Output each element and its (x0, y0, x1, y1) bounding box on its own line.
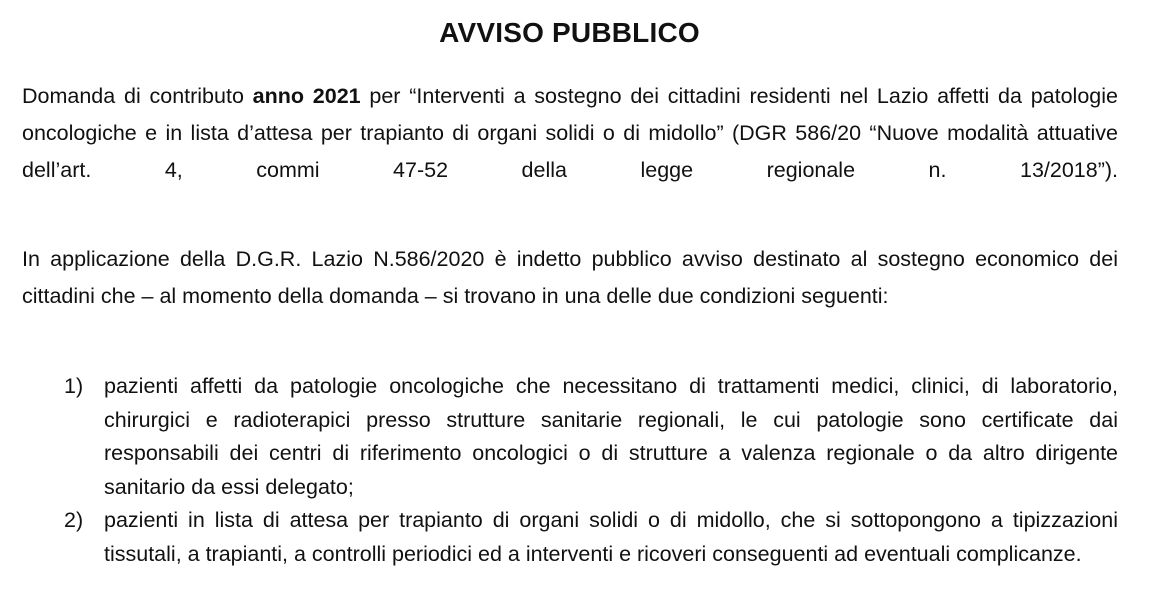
intro-text-start: Domanda di contributo (22, 84, 253, 108)
list-item (22, 370, 1118, 504)
list-item-number: 2) (64, 508, 84, 532)
document-title: AVVISO PUBBLICO (439, 17, 700, 48)
body-paragraph: In applicazione della D.G.R. Lazio N.586/2020 è indetto pubblico avviso destinato al sostegno economico dei cittadini che – al momento della domanda – si trovano in una delle due condizioni seguenti: (22, 247, 1118, 308)
list-item (22, 504, 1118, 571)
intro-text-end: per “Interventi a sostegno dei cittadini residenti nel Lazio affetti da patologie oncologiche e in lista d’attesa per trapianto di organi solidi o di midollo” (DGR 586/20 “Nuove modalità attuative dell’art. 4, commi 47-52 della legge regionale n. 13/2018”). (22, 84, 1118, 182)
list-item-number: 1) (64, 374, 84, 398)
list-item-text: pazienti in lista di attesa per trapianto di organi solidi o di midollo, che si sottopongono a tipizzazioni tissutali, a trapianti, a controlli periodici ed a interventi e ricoveri conseguenti ad eventuali complicanze. (104, 508, 1118, 566)
intro-paragraph (22, 78, 1118, 189)
intro-year: anno 2021 (252, 84, 361, 108)
list-item-text: pazienti affetti da patologie oncologiche che necessitano di trattamenti medici, clinici, di laboratorio, chirurgici e radioterapici presso strutture sanitarie regionali, le cui patologie sono certificate dai responsabili dei centri di riferimento oncologici o di strutture a valenza regionale o da altro dirigente sanitario da essi delegato; (104, 374, 1118, 499)
conditions-list (22, 370, 1118, 571)
